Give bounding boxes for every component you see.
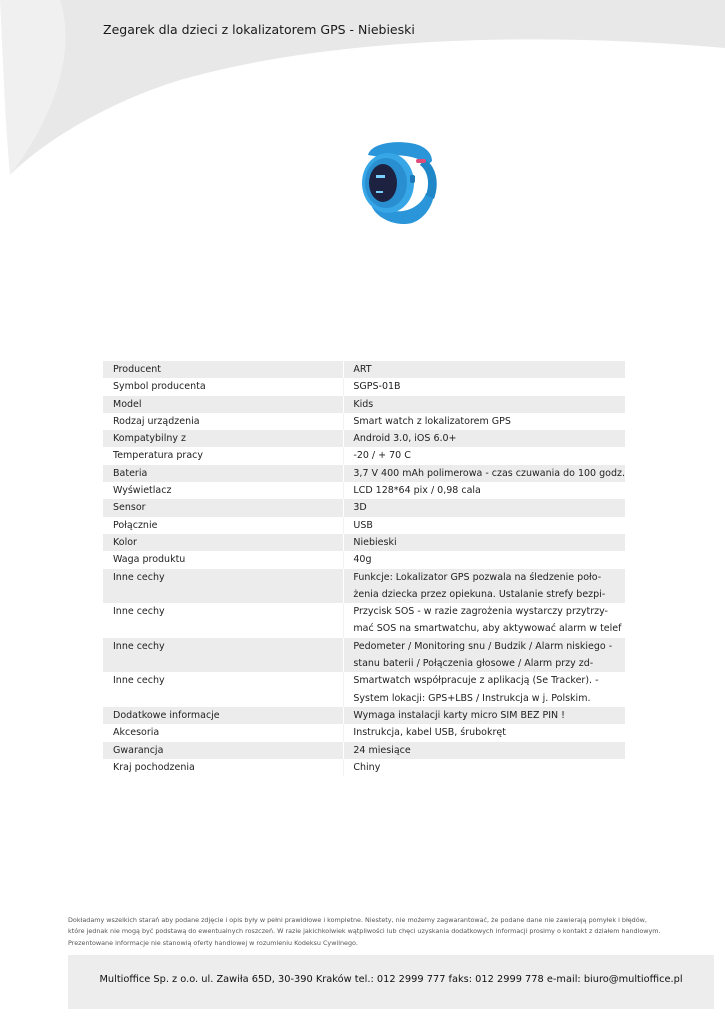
spec-row — [103, 378, 625, 395]
spec-value-line: Funkcje: Lokalizator GPS pozwala na śledzenie poło- — [353, 571, 602, 583]
spec-label: Połącznie — [113, 519, 158, 531]
spec-row — [103, 361, 625, 378]
spec-row — [103, 569, 625, 604]
spec-value — [344, 465, 625, 482]
spec-row — [103, 482, 625, 499]
spec-value — [344, 672, 625, 707]
spec-value-line: Kids — [353, 398, 374, 410]
spec-value — [344, 413, 625, 430]
spec-row — [103, 447, 625, 464]
spec-label: Model — [103, 396, 343, 413]
spec-row — [103, 724, 625, 741]
spec-label: Wyświetlacz — [113, 485, 172, 497]
disclaimer-line: Dokładamy wszelkich starań aby podane zdjęcie i opis były w pełni prawidłowe i kompletne. Niestety, nie możemy zagwarantować, że podane dane nie zawierają pomyłek i błędów, — [68, 916, 647, 924]
spec-value-line: stanu baterii / Połączenia głosowe / Alarm przy zd- — [353, 658, 594, 670]
spec-value-line: Smartwatch współpracuje z aplikacją (Se Tracker). - — [353, 675, 599, 687]
spec-row — [103, 707, 625, 724]
spec-value-line: Pedometer / Monitoring snu / Budzik / Alarm niskiego - — [353, 640, 613, 652]
spec-label: Akcesoria — [113, 727, 160, 739]
spec-value-line: ART — [353, 364, 372, 375]
spec-value-line: System lokacji: GPS+LBS / Instrukcja w j. Polskim. — [353, 692, 591, 704]
spec-row — [103, 396, 625, 413]
spec-value-line: Android 3.0, iOS 6.0+ — [353, 433, 457, 445]
spec-label: Temperatura pracy — [113, 450, 203, 462]
spec-value — [344, 482, 625, 499]
spec-value — [344, 430, 625, 447]
disclaimer — [68, 915, 678, 949]
spec-label: Rodzaj urządzenia — [113, 415, 200, 427]
spec-table — [103, 361, 625, 776]
spec-label: Kompatybilny z — [103, 430, 343, 447]
spec-label: Symbol producenta — [113, 381, 206, 393]
spec-label: Bateria — [103, 465, 343, 482]
spec-label: Kolor — [103, 534, 343, 551]
spec-value-line: mać SOS na smartwatchu, aby aktywować alarm w telef — [353, 623, 622, 635]
spec-row — [103, 638, 625, 673]
spec-value-line: 40g — [353, 554, 372, 566]
spec-value-line: Przycisk SOS - w razie zagrożenia wystarczy przytrzy- — [353, 606, 608, 618]
spec-value — [344, 447, 625, 464]
spec-row — [103, 759, 625, 776]
spec-value-line: SGPS-01B — [353, 381, 401, 393]
spec-value — [344, 551, 625, 568]
spec-value-line: żenia dziecka przez opiekuna. Ustalanie strefy bezpi- — [353, 588, 606, 600]
spec-row — [103, 430, 625, 447]
spec-value-line: Instrukcja, kabel USB, śrubokręt — [353, 727, 506, 739]
spec-value — [344, 534, 625, 551]
spec-value-line: Wymaga instalacji karty micro SIM BEZ PIN ! — [353, 709, 565, 721]
spec-value — [344, 499, 625, 516]
spec-row — [103, 517, 625, 534]
spec-row — [103, 603, 625, 638]
spec-row — [103, 551, 625, 568]
footer-contact: Multioffice Sp. z o.o. ul. Zawiła 65D, 30-390 Kraków tel.: 012 2999 777 faks: 012 2999 778 e-mail: biuro@multioffice.pl — [99, 974, 683, 985]
footer — [68, 955, 714, 1009]
spec-row — [103, 413, 625, 430]
spec-label: Kraj pochodzenia — [113, 761, 195, 773]
page-title: Zegarek dla dzieci z lokalizatorem GPS - Niebieski — [103, 22, 415, 37]
spec-row — [103, 672, 625, 707]
spec-value-line: -20 / + 70 C — [353, 450, 411, 462]
spec-value — [344, 569, 625, 604]
spec-label: Waga produktu — [113, 554, 186, 566]
spec-label: Sensor — [103, 499, 343, 516]
spec-value — [344, 638, 625, 673]
spec-value-line: USB — [353, 519, 373, 531]
spec-row — [103, 465, 625, 482]
spec-row — [103, 534, 625, 551]
spec-value — [344, 707, 625, 724]
disclaimer-line: Prezentowane informacje nie stanowią oferty handlowej w rozumieniu Kodeksu Cywilnego. — [68, 938, 358, 947]
disclaimer-line: które jednak nie mogą być podstawą do ewentualnych roszczeń. W razie jakichkolwiek wątpliwości lub chęci uzyskania dodatkowych informacji prosimy o kontakt z działem handlowym. — [68, 927, 661, 936]
spec-label: Dodatkowe informacje — [103, 707, 343, 724]
spec-value — [344, 378, 625, 395]
spec-value-line: LCD 128*64 pix / 0,98 cala — [353, 485, 481, 497]
spec-label: Inne cechy — [113, 606, 165, 618]
spec-value — [344, 724, 625, 741]
spec-label: Inne cechy — [113, 675, 165, 687]
spec-value-line: Niebieski — [353, 536, 397, 548]
spec-value-line: Chiny — [353, 761, 381, 773]
spec-value — [344, 603, 625, 638]
smartwatch-image — [300, 95, 490, 275]
spec-label: Gwarancja — [103, 742, 343, 759]
spec-value-line: Smart watch z lokalizatorem GPS — [353, 415, 511, 427]
spec-row — [103, 499, 625, 516]
spec-value — [344, 742, 625, 759]
spec-label: Inne cechy — [103, 638, 343, 673]
spec-value — [344, 759, 625, 776]
spec-value-line: 3D — [353, 502, 367, 514]
spec-value-line: 24 miesiące — [353, 744, 411, 756]
spec-value — [344, 361, 625, 378]
spec-value-line: 3,7 V 400 mAh polimerowa - czas czuwania do 100 godz. — [353, 467, 625, 479]
spec-row — [103, 742, 625, 759]
spec-label: Inne cechy — [103, 569, 343, 604]
spec-value — [344, 517, 625, 534]
spec-value — [344, 396, 625, 413]
spec-label: Producent — [103, 361, 343, 378]
